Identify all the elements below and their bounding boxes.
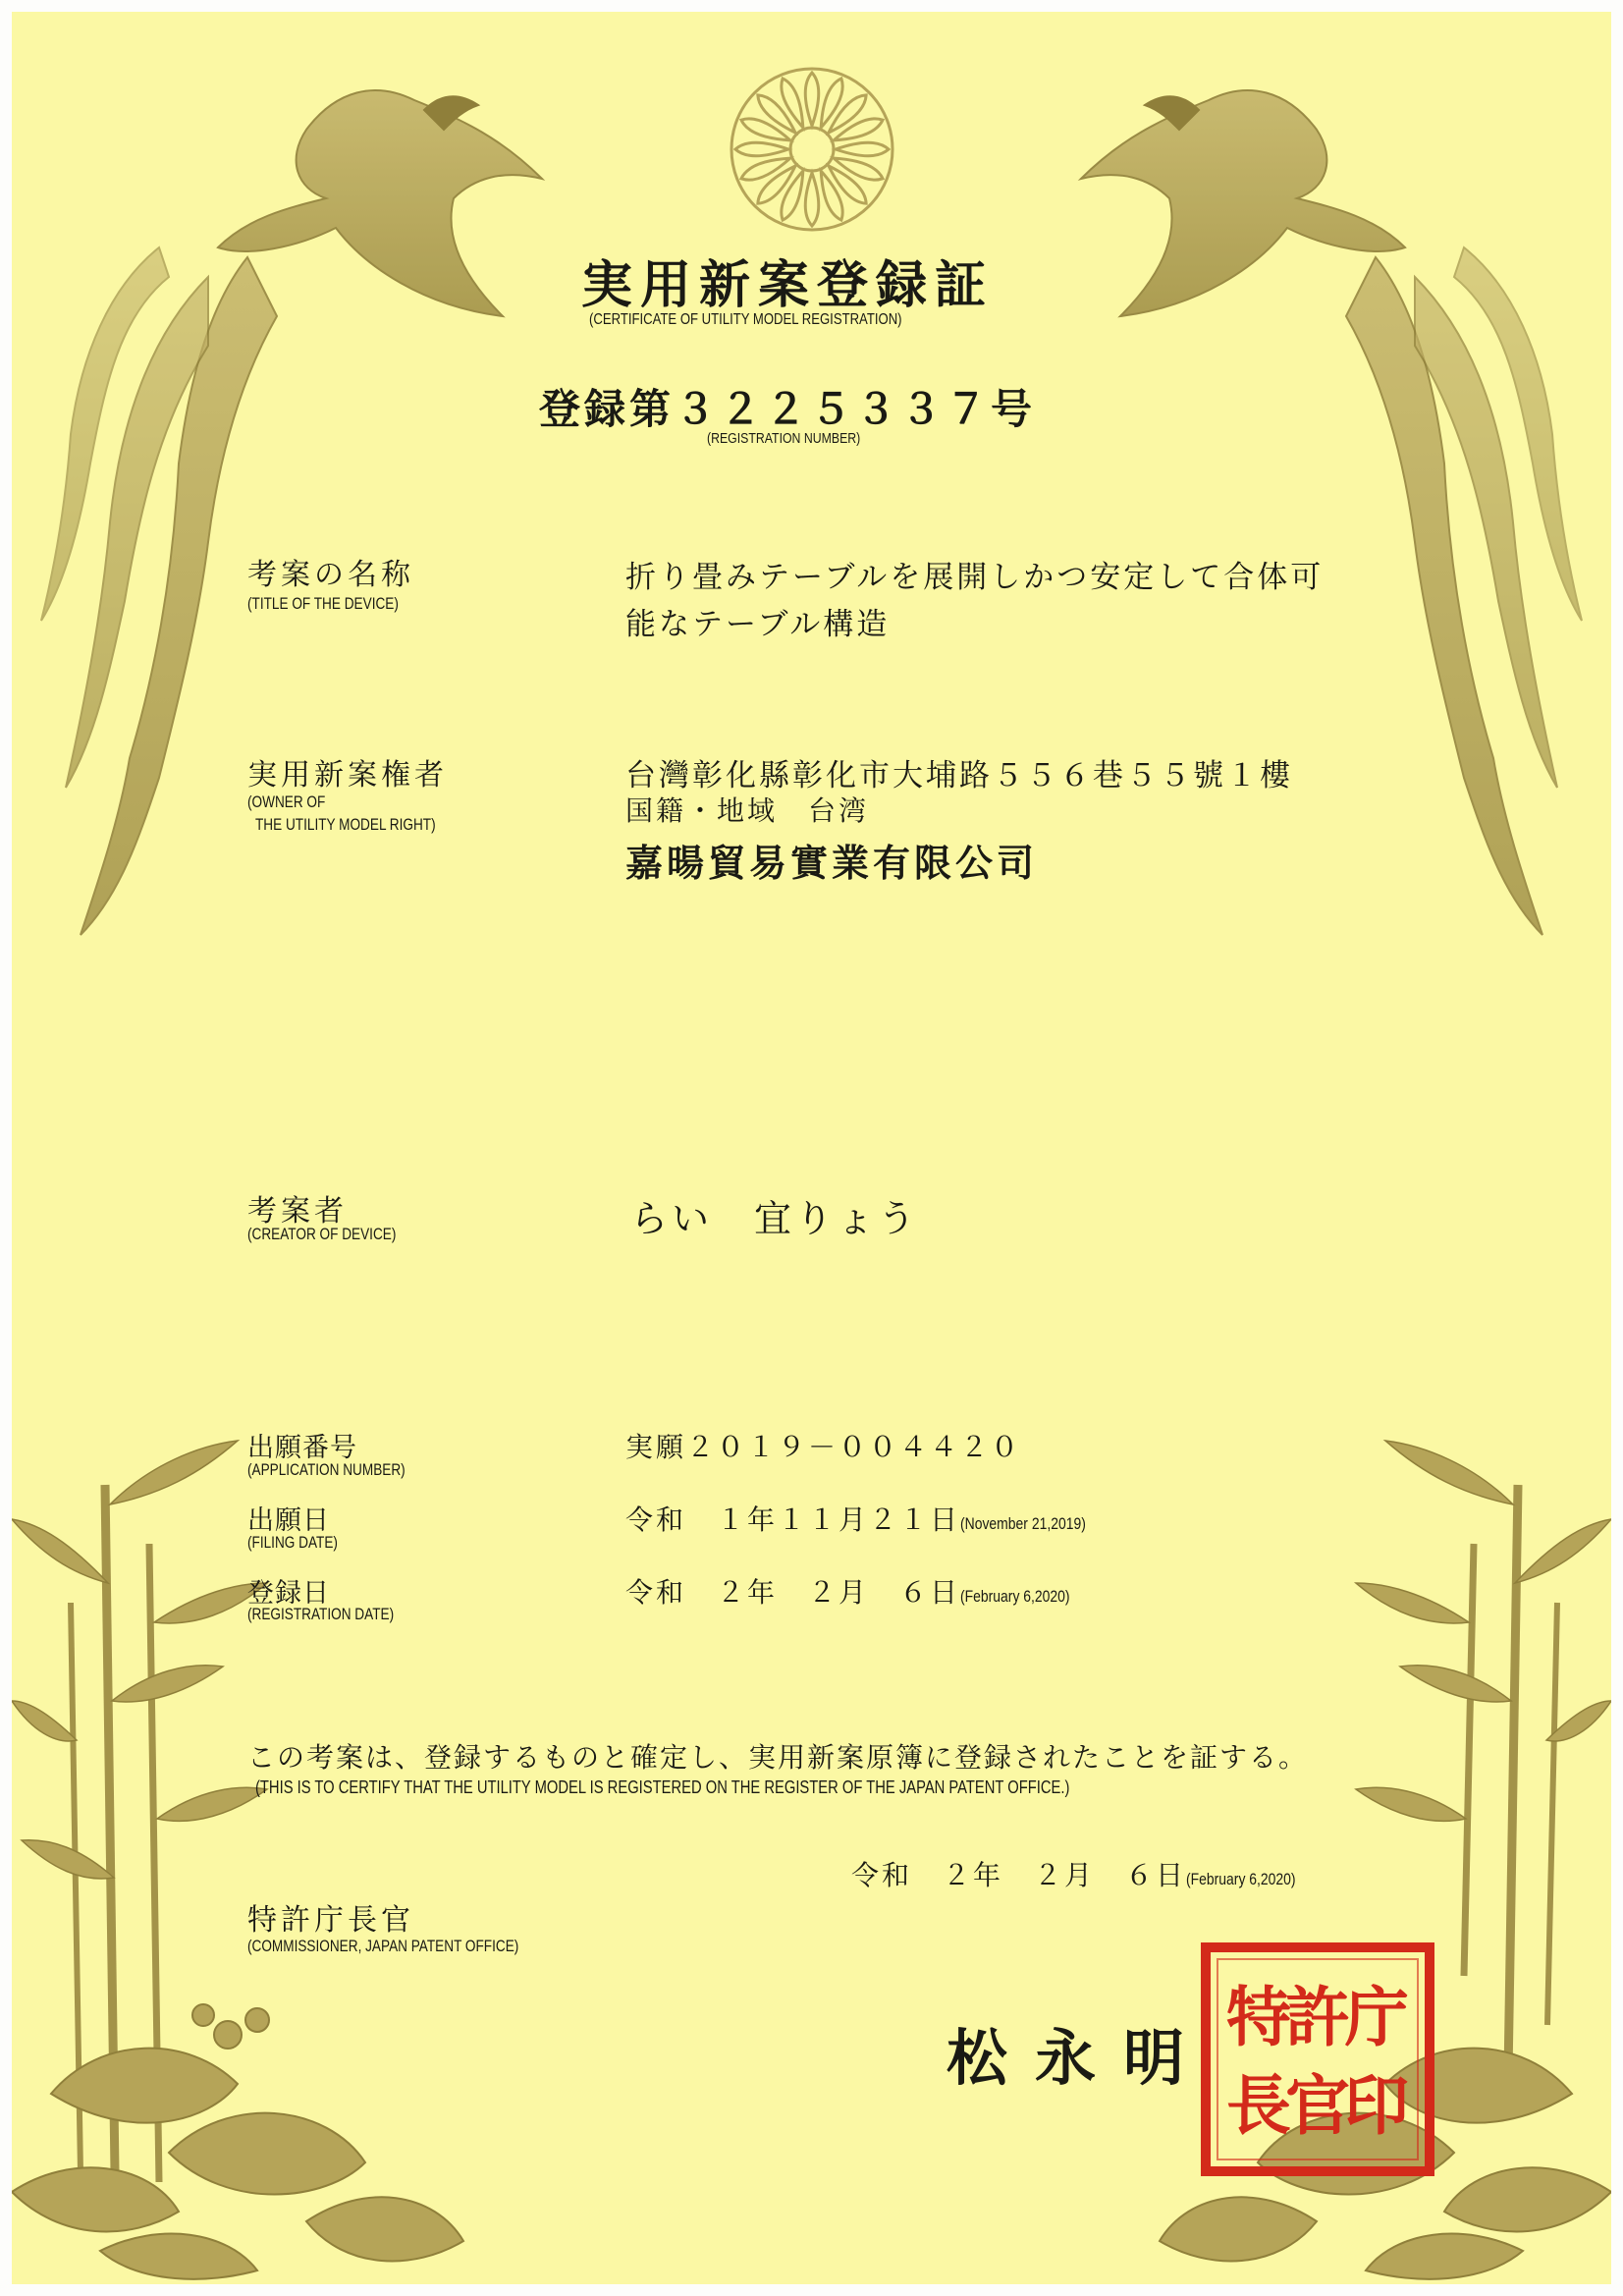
registration-date-row — [625, 1571, 1094, 1611]
crest-petal — [735, 142, 788, 156]
owner-label: 実用新案権者 — [247, 758, 448, 793]
chrysanthemum-crest-icon — [731, 69, 893, 230]
crest-petal — [738, 152, 792, 185]
crest-petal — [815, 169, 847, 223]
application-number-label-en: (APPLICATION NUMBER) — [247, 1460, 406, 1479]
filing-date-label-en: (FILING DATE) — [247, 1533, 338, 1552]
owner-label-en-2: THE UTILITY MODEL RIGHT) — [255, 815, 436, 834]
registration-date-value-en: (February 6,2020) — [960, 1587, 1070, 1606]
crest-petal — [738, 114, 792, 146]
certificate-page — [12, 12, 1611, 2284]
device-title-line2: 能なテーブル構造 — [625, 607, 891, 642]
certification-date-row — [851, 1854, 1320, 1893]
creator-label-en: (CREATOR OF DEVICE) — [247, 1225, 397, 1243]
creator-label: 考案者 — [247, 1194, 348, 1229]
device-title-label-en: (TITLE OF THE DEVICE) — [247, 594, 399, 613]
commissioner-label-en: (COMMISSIONER, JAPAN PATENT OFFICE) — [247, 1937, 519, 1955]
certification-text: この考案は、登録するものと確定し、実用新案原簿に登録されたことを証する。 — [247, 1741, 1309, 1774]
application-number-label: 出願番号 — [247, 1433, 357, 1463]
svg-text:特: 特 — [1226, 1979, 1291, 2055]
filing-date-value: 令和 １年１１月２１日 — [625, 1503, 961, 1536]
crest-petal — [805, 173, 819, 226]
device-title-line1: 折り畳みテーブルを展開しかつ安定して合体可 — [625, 560, 1325, 595]
registration-date-value: 令和 ２年 ２月 ６日 — [625, 1576, 961, 1609]
owner-address: 台灣彰化縣彰化市大埔路５５６巷５５號１樓 — [625, 758, 1293, 793]
certification-date: 令和 ２年 ２月 ６日 — [851, 1859, 1187, 1891]
owner-nationality: 国籍・地域 台湾 — [625, 794, 870, 827]
crest-petal — [832, 152, 886, 185]
commissioner-label: 特許庁長官 — [247, 1903, 414, 1938]
owner-label-en-1: (OWNER OF — [247, 793, 326, 811]
device-title-label: 考案の名称 — [247, 558, 414, 592]
creator-name: らい 宜りょう — [630, 1197, 920, 1240]
owner-name: 嘉暘貿易實業有限公司 — [625, 841, 1039, 885]
svg-text:許: 許 — [1285, 1979, 1350, 2055]
crest-petal — [805, 73, 819, 126]
registration-number: 登録第３２２５３３７号 — [539, 385, 1037, 433]
application-number-value: 実願２０１９－００４４２０ — [625, 1431, 1022, 1463]
certification-date-en: (February 6,2020) — [1186, 1870, 1296, 1888]
svg-text:印: 印 — [1344, 2067, 1409, 2144]
crest-petal — [777, 76, 809, 130]
official-seal — [1200, 1941, 1435, 2177]
filing-date-value-en: (November 21,2019) — [960, 1514, 1086, 1533]
certificate-title-en: (CERTIFICATE OF UTILITY MODEL REGISTRATION) — [589, 311, 902, 328]
registration-date-label-en: (REGISTRATION DATE) — [247, 1605, 395, 1623]
svg-text:庁: 庁 — [1344, 1979, 1409, 2055]
crest-petal — [832, 114, 886, 146]
phoenix-right-icon — [1081, 90, 1582, 935]
filing-date-row — [625, 1499, 1113, 1538]
crest-petal — [815, 76, 847, 130]
registration-date-label: 登録日 — [247, 1578, 330, 1609]
commissioner-signature: 松永明 — [947, 2022, 1213, 2094]
certification-text-en: (THIS IS TO CERTIFY THAT THE UTILITY MODEL IS REGISTERED ON THE REGISTER OF THE JAPAN PATENT OFFICE.) — [255, 1777, 1070, 1797]
svg-text:官: 官 — [1285, 2067, 1350, 2144]
crest-petal — [836, 142, 889, 156]
filing-date-label: 出願日 — [247, 1505, 330, 1536]
registration-number-en: (REGISTRATION NUMBER) — [707, 430, 861, 447]
crest-petal — [777, 169, 809, 223]
svg-text:長: 長 — [1226, 2067, 1291, 2144]
certificate-title: 実用新案登録証 — [581, 255, 995, 315]
